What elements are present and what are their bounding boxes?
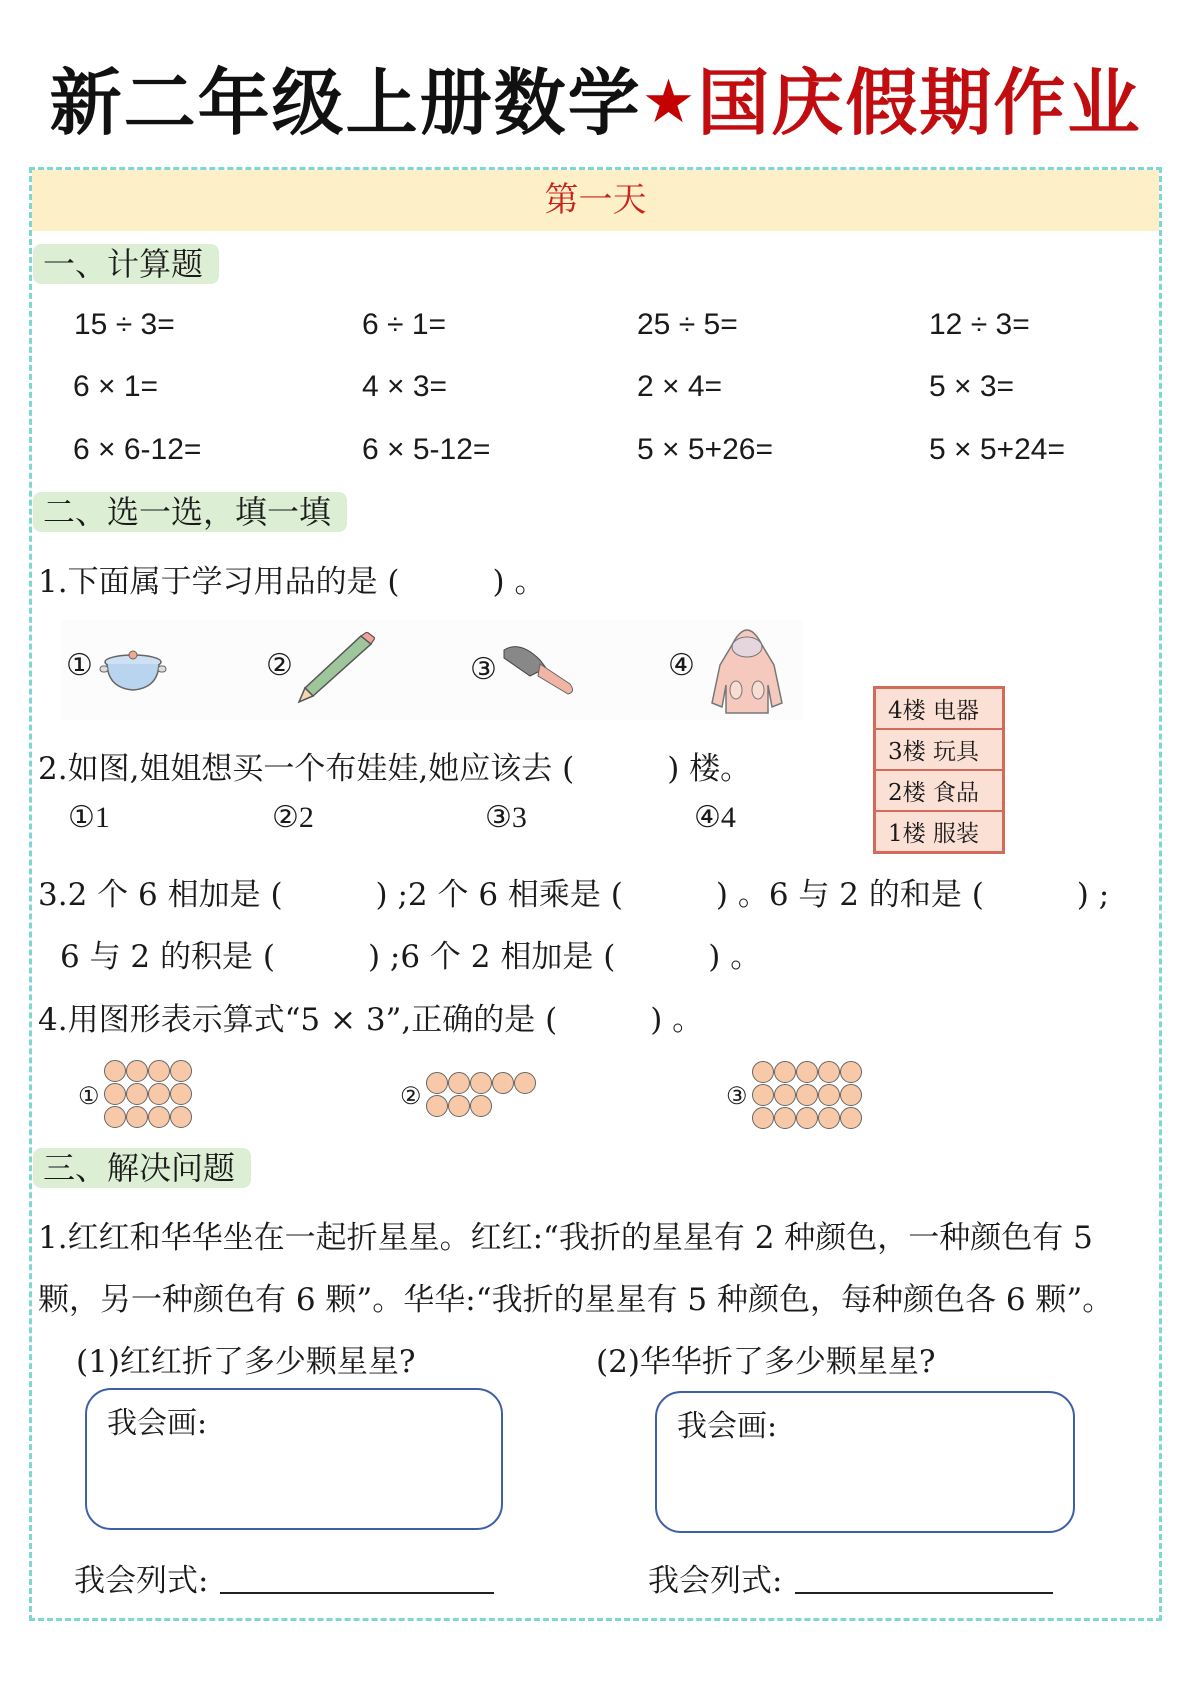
question-4: 4.用图形表示算式“5 × 3”,正确的是 ( ) 。	[38, 1002, 704, 1038]
calc-item: 15 ÷ 3=	[74, 308, 175, 341]
q4-option-1-label: ①	[78, 1084, 100, 1110]
pot-icon	[98, 650, 168, 695]
calc-item: 2 × 4=	[637, 370, 723, 403]
day-banner: 第一天	[32, 170, 1159, 231]
sub-question-2: (2)华华折了多少颗星星?	[596, 1344, 936, 1380]
formula-answer-line-1[interactable]	[220, 1592, 494, 1594]
q1-option-1-label: ①	[66, 649, 93, 682]
calc-item: 6 ÷ 1=	[362, 308, 447, 341]
draw-label: 我会画:	[107, 1406, 208, 1441]
formula-label-1: 我会列式:	[74, 1563, 209, 1599]
formula-answer-line-2[interactable]	[795, 1592, 1053, 1594]
q4-option-3-label: ③	[726, 1084, 748, 1110]
calc-item: 12 ÷ 3=	[929, 308, 1030, 341]
section-heading-choose-fill: 二、选一选，填一填	[33, 492, 347, 532]
calc-item: 6 × 6-12=	[73, 433, 202, 466]
q2-option: ④4	[694, 801, 736, 834]
q1-option-3-label: ③	[470, 653, 497, 686]
q2-option: ①1	[68, 801, 110, 834]
pencil-icon	[295, 632, 375, 704]
comb-icon	[500, 640, 580, 700]
drawing-area-2[interactable]	[655, 1391, 1075, 1533]
calc-item: 5 × 5+26=	[637, 433, 773, 466]
calc-item: 5 × 5+24=	[929, 433, 1065, 466]
problem-text-line-2: 颗，另一种颜色有 6 颗”。华华:“我折的星星有 5 种颜色，每种颜色各 6 颗”。	[38, 1282, 1114, 1318]
calc-item: 25 ÷ 5=	[637, 308, 738, 341]
question-2: 2.如图,姐姐想买一个布娃娃,她应该去 ( ) 楼。	[38, 751, 752, 787]
q2-option: ②2	[272, 801, 314, 834]
section-heading-problem-solving: 三、解决问题	[33, 1148, 251, 1188]
problem-text-line-1: 1.红红和华华坐在一起折星星。红红:“我折的星星有 2 种颜色，一种颜色有 5	[38, 1220, 1093, 1256]
q1-option-4-label: ④	[668, 649, 695, 682]
calc-item: 4 × 3=	[362, 370, 448, 403]
floor-directory	[873, 686, 1005, 854]
q4-option-2-label: ②	[400, 1084, 422, 1110]
star-icon: ★	[641, 67, 698, 137]
jacket-icon	[702, 615, 792, 715]
calc-item: 6 × 5-12=	[362, 433, 491, 466]
draw-label: 我会画:	[677, 1409, 778, 1444]
floor-row: 2楼 食品	[875, 770, 1004, 811]
q2-option: ③3	[485, 801, 527, 834]
floor-row: 3楼 玩具	[875, 729, 1004, 770]
calc-item: 5 × 3=	[929, 370, 1015, 403]
title-red-part: 国庆假期作业	[697, 61, 1142, 145]
question-3-line-1: 3.2 个 6 相加是 ( ) ;2 个 6 相乘是 ( ) 。6 与 2 的和是 ( ) ;	[38, 877, 1110, 913]
worksheet-title	[0, 52, 1191, 153]
section-heading-calculation: 一、计算题	[33, 244, 219, 284]
calc-item: 6 × 1=	[73, 370, 159, 403]
drawing-area-1[interactable]	[85, 1388, 503, 1530]
title-black-part: 新二年级上册数学	[49, 61, 642, 145]
floor-row: 4楼 电器	[875, 688, 1004, 730]
floor-row: 1楼 服装	[875, 811, 1004, 853]
formula-label-2: 我会列式:	[648, 1563, 783, 1599]
question-3-line-2: 6 与 2 的积是 ( ) ;6 个 2 相加是 ( ) 。	[60, 939, 762, 975]
q1-option-2-label: ②	[266, 649, 293, 682]
sub-question-1: (1)红红折了多少颗星星?	[76, 1344, 416, 1380]
question-1: 1.下面属于学习用品的是 ( ) 。	[38, 564, 546, 600]
